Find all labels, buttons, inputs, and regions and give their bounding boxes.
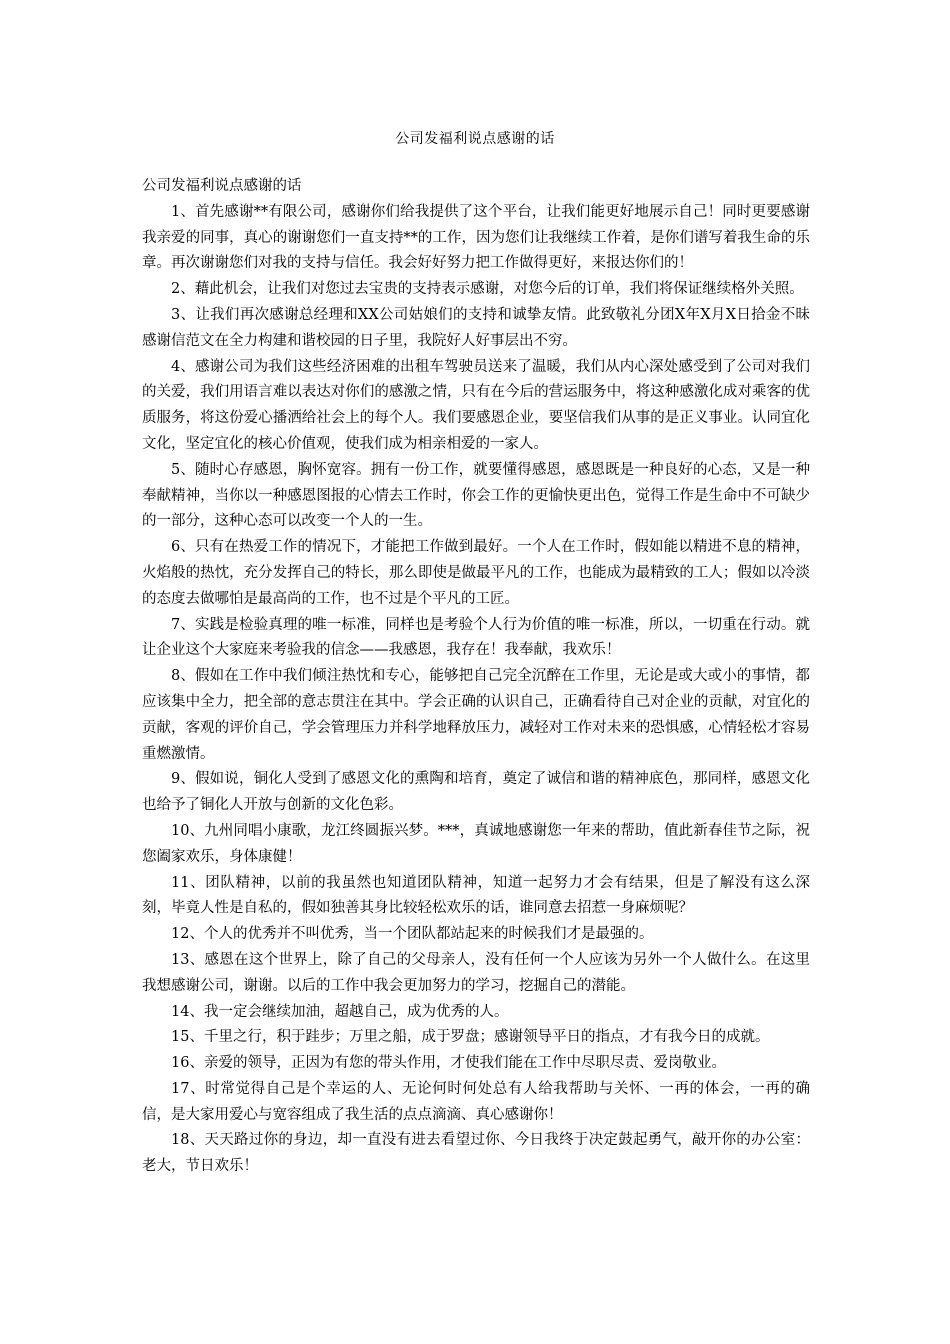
paragraph: 16、亲爱的领导，正因为有您的带头作用，才使我们能在工作中尽职尽责、爱岗敬业。: [171, 1055, 726, 1072]
paragraph: 1、首先感谢**有限公司，感谢你们给我提供了这个平台，让我们能更好地展示自己！同时更要感谢我亲爱的同事，真心的谢谢您们一直支持**的工作，因为您们让我继续工作着，是你们谱写着我生命的乐章。再次谢谢您们对我的支持与信任。我会好好努力把工作做得更好，来报达你们的！: [142, 203, 810, 272]
paragraph: 14、我一定会继续加油，超越自己，成为优秀的人。: [171, 1003, 509, 1020]
paragraph: 9、假如说，铜化人受到了感恩文化的熏陶和培育，奠定了诚信和谐的精神底色，那同样，感恩文化也给予了铜化人开放与创新的文化色彩。: [142, 771, 810, 814]
paragraph: 3、让我们再次感谢总经理和XX公司姑娘们的支持和诚挚友情。此致敬礼分团X年X月X日拾金不昧感谢信范文在全力构建和谐校园的日子里，我院好人好事层出不穷。: [142, 306, 810, 349]
document-subheading: 公司发福利说点感谢的话: [142, 178, 302, 194]
paragraph: 17、时常觉得自己是个幸运的人、无论何时何处总有人给我帮助与关怀、一再的体会，一再的确信，是大家用爱心与宽容组成了我生活的点点滴滴、真心感谢你！: [142, 1080, 810, 1123]
paragraph: 13、感恩在这个世界上，除了自己的父母亲人，没有任何一个人应该为另外一个人做什么。在这里我想感谢公司，谢谢。以后的工作中我会更加努力的学习，挖掘自己的潜能。: [142, 951, 810, 994]
paragraph: 15、千里之行，积于跬步；万里之船，成于罗盘；感谢领导平日的指点，才有我今日的成就。: [171, 1029, 770, 1046]
paragraph: 6、只有在热爱工作的情况下，才能把工作做到最好。一个人在工作时，假如能以精进不息的精神，火焰般的热忱，充分发挥自己的特长，那么即使是做最平凡的工作，也能成为最精致的工人；假如以冷淡的态度去做哪怕是最高尚的工作，也不过是个平凡的工匠。: [142, 539, 810, 607]
paragraph: 8、假如在工作中我们倾注热忱和专心，能够把自己完全沉醉在工作里，无论是或大或小的事情，都应该集中全力，把全部的意志贯注在其中。学会正确的认识自己，正确看待自己对企业的贡献，对宜化的贡献，客观的评价自己，学会管理压力并科学地释放压力，减轻对工作对未来的恐惧感，心情轻松才容易重燃激情。: [142, 668, 810, 762]
paragraph: 11、团队精神，以前的我虽然也知道团队精神，知道一起努力才会有结果，但是了解没有这么深刻，毕竟人性是自私的，假如独善其身比较轻松欢乐的话，谁同意去招惹一身麻烦呢？: [142, 874, 810, 917]
paragraph: 4、感谢公司为我们这些经济困难的出租车驾驶员送来了温暖，我们从内心深处感受到了公司对我们的关爱，我们用语言难以表达对你们的感激之情，只有在今后的营运服务中，将这种感激化成对乘客的优质服务，将这份爱心播洒给社会上的每个人。我们要感恩企业，要坚信我们从事的是正义事业。认同宜化文化，坚定宜化的核心价值观，使我们成为相亲相爱的一家人。: [142, 358, 810, 452]
document-title: 公司发福利说点感谢的话: [395, 131, 555, 147]
paragraph: 7、实践是检验真理的唯一标准，同样也是考验个人行为价值的唯一标准，所以，一切重在行动。就让企业这个大家庭来考验我的信念——我感恩，我存在！我奉献，我欢乐！: [142, 616, 810, 659]
paragraph: 10、九州同唱小康歌，龙江终圆振兴梦。***，真诚地感谢您一年来的帮助，值此新春佳节之际，祝您阖家欢乐，身体康健！: [142, 822, 810, 865]
paragraph: 2、藉此机会，让我们对您过去宝贵的支持表示感谢，对您今后的订单，我们将保证继续格外关照。: [171, 281, 804, 298]
paragraph: 12、个人的优秀并不叫优秀，当一个团队都站起来的时候我们才是最强的。: [171, 926, 654, 943]
paragraph: 18、天天路过你的身边，却一直没有进去看望过你、今日我终于决定鼓起勇气，敲开你的办公室：老大，节日欢乐！: [142, 1132, 810, 1175]
document-body: [142, 174, 810, 1180]
paragraph: 5、随时心存感恩，胸怀宽容。拥有一份工作，就要懂得感恩，感恩既是一种良好的心态，又是一种奉献精神，当你以一种感恩图报的心情去工作时，你会工作的更愉快更出色，觉得工作是生命中不可缺少的一部分，这种心态可以改变一个人的一生。: [142, 461, 810, 530]
